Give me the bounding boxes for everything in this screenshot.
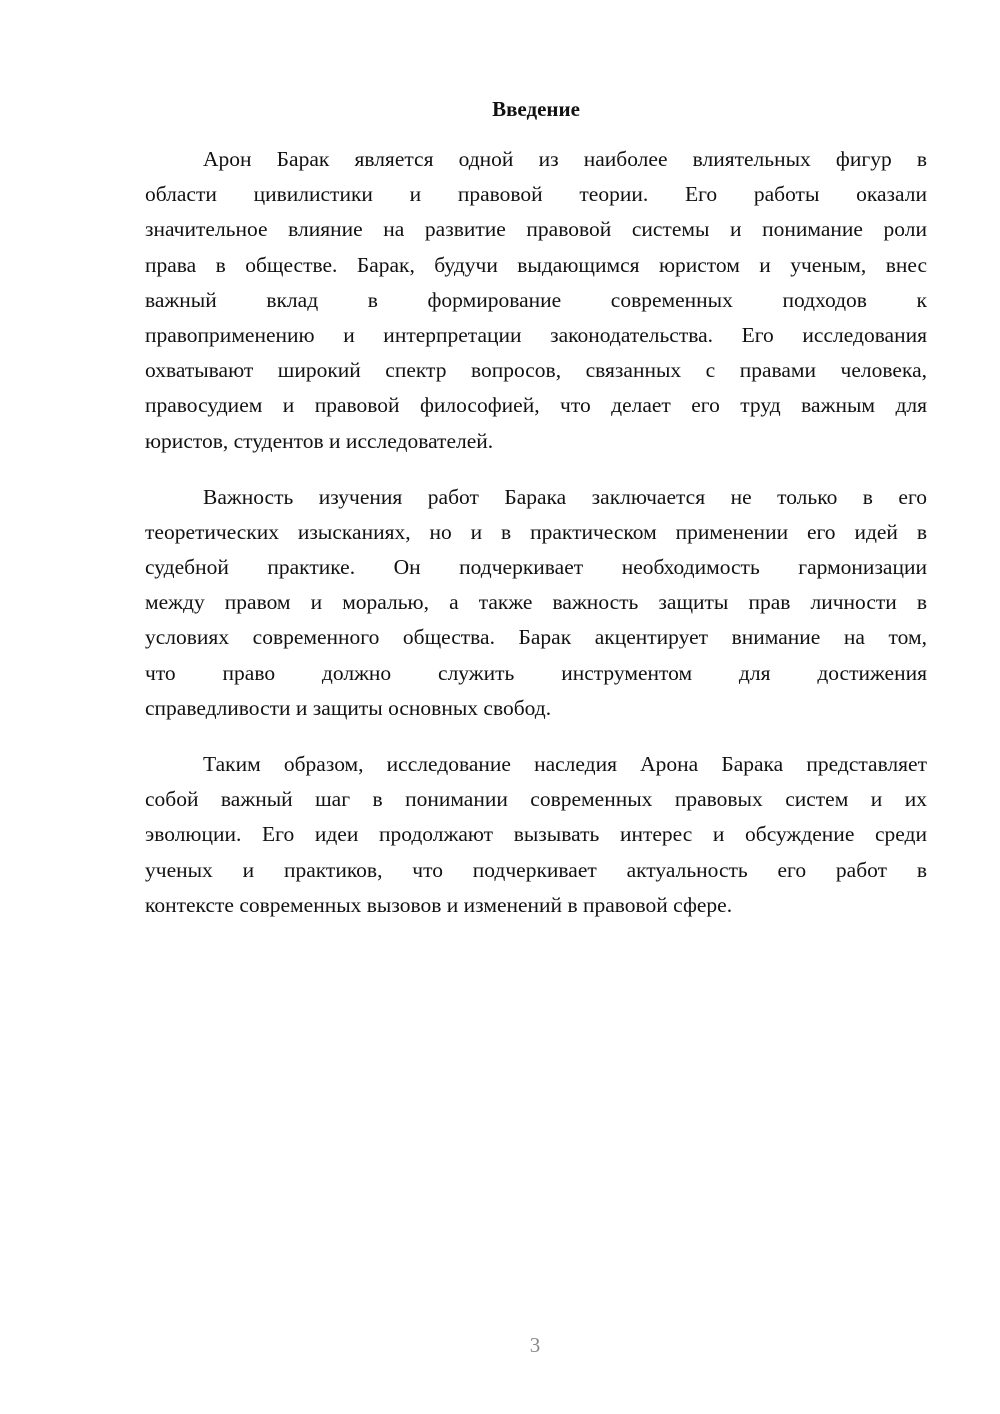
text-line: условиях современного общества. Барак акцентирует внимание на том, [145,625,927,650]
text-line: важный вклад в формирование современных подходов к [145,287,927,312]
text-line: охватывают широкий спектр вопросов, связанных с правами человека, [145,358,927,383]
text-line: правоприменению и интерпретации законодательства. Его исследования [145,322,927,347]
text-line: области цивилистики и правовой теории. Его работы оказали [145,182,927,207]
paragraph [145,747,927,923]
text-line: между правом и моралью, а также важность защиты прав личности в [145,590,927,615]
text-line: правосудием и правовой философией, что делает его труд важным для [145,393,927,418]
page-number: 3 [529,1333,541,1357]
text-line: юристов, студентов и исследователей. [145,428,494,453]
paragraph [145,142,927,459]
text-line: права в обществе. Барак, будучи выдающимся юристом и ученым, внес [145,252,927,277]
document-body [145,142,927,944]
text-line: судебной практике. Он подчеркивает необходимость гармонизации [145,555,927,580]
text-line: Арон Барак является одной из наиболее влиятельных фигур в [203,147,927,171]
text-line: Важность изучения работ Барака заключается не только в его [203,484,927,509]
text-line: значительное влияние на развитие правовой системы и понимание роли [145,217,927,242]
text-line: собой важный шаг в понимании современных правовых систем и их [145,787,927,812]
text-line: Таким образом, исследование наследия Арона Барака представляет [203,752,927,776]
paragraph [145,480,927,726]
text-line: что право должно служить инструментом для достижения [145,660,927,685]
text-line: ученых и практиков, что подчеркивает актуальность его работ в [145,857,927,882]
section-title: Введение [492,97,580,121]
text-line: теоретических изысканиях, но и в практическом применении его идей в [145,519,927,544]
text-line: контексте современных вызовов и изменений в правовой сфере. [145,892,733,917]
text-line: эволюции. Его идеи продолжают вызывать интерес и обсуждение среди [145,822,927,847]
text-line: справедливости и защиты основных свобод. [145,695,552,720]
